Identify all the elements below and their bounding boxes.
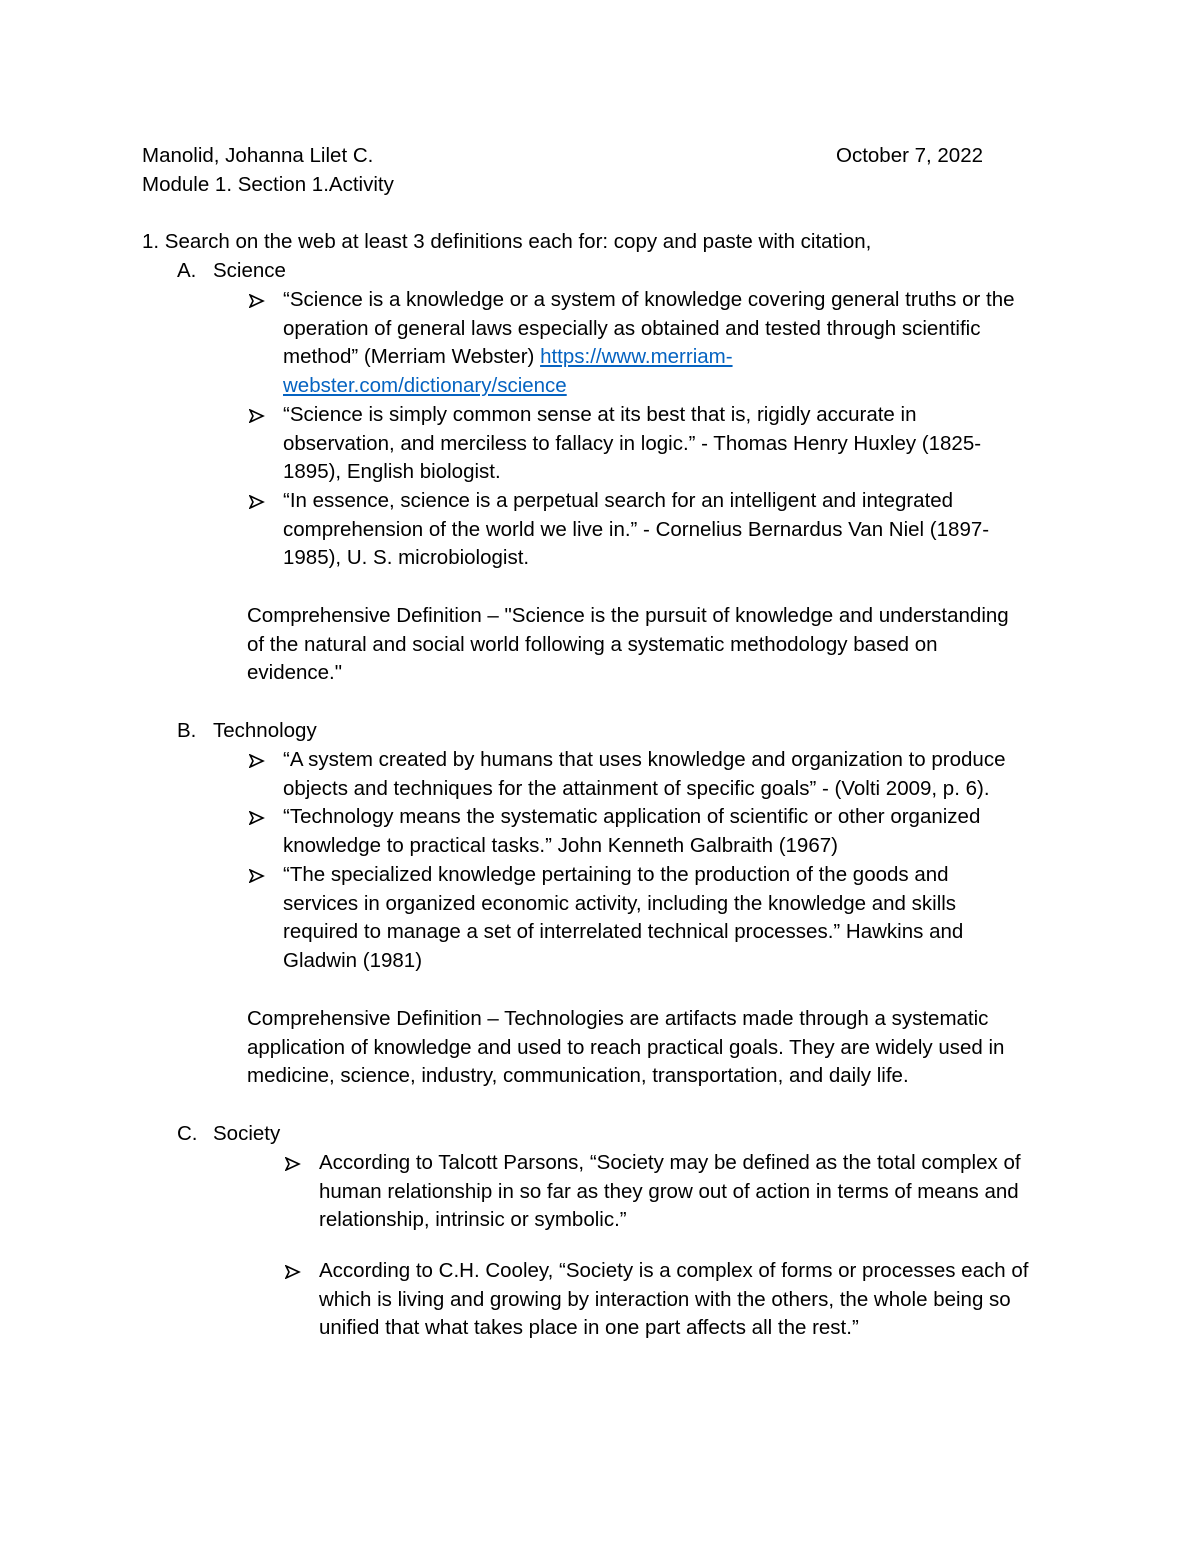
bullet-line: “Science is simply common sense at its best that is, rigidly accurate in <box>283 403 917 426</box>
bullet-line <box>283 343 1015 372</box>
bullet-line: comprehension of the world we live in.” - Cornelius Bernardus Van Niel (1897- <box>283 517 990 541</box>
section-title: Technology <box>213 719 317 742</box>
list-item <box>247 487 989 573</box>
bullet-line: “The specialized knowledge pertaining to the production of the goods and <box>283 863 949 886</box>
bullet-line: “A system created by humans that uses knowledge and organization to produce <box>283 748 1006 771</box>
bullet-line: Gladwin (1981) <box>283 949 423 973</box>
arrow-bullet-icon <box>283 1149 319 1178</box>
paragraph-line: Comprehensive Definition – "Science is the pursuit of knowledge and understanding <box>247 604 1009 627</box>
bullet-line: operation of general laws especially as obtained and tested through scientific <box>283 316 981 340</box>
bullet-line: unified that what takes place in one part affects all the rest.” <box>319 1316 859 1340</box>
arrow-bullet-icon <box>247 861 283 890</box>
bullet-line: which is living and growing by interaction with the others, the whole being so <box>319 1287 1011 1311</box>
bullet-line: observation, and merciless to fallacy in logic.” - Thomas Henry Huxley (1825- <box>283 431 982 455</box>
bullet-line: human relationship in so far as they grow out of action in terms of means and <box>319 1179 1019 1203</box>
comprehensive-definition-technology <box>247 1005 1004 1091</box>
list-item <box>247 286 1015 401</box>
list-item <box>247 861 963 976</box>
arrow-bullet-icon <box>283 1257 319 1286</box>
bullet-line: “Science is a knowledge or a system of knowledge covering general truths or the <box>283 288 1015 311</box>
section-letter: A. <box>177 259 197 282</box>
section-letter: C. <box>177 1122 198 1145</box>
arrow-bullet-icon <box>247 803 283 832</box>
paragraph-line: of the natural and social world following a systematic methodology based on <box>247 632 938 656</box>
bullet-line: 1985), U. S. microbiologist. <box>283 546 530 570</box>
list-item <box>247 746 1006 803</box>
list-item <box>247 401 981 487</box>
paragraph-line: application of knowledge and used to reach practical goals. They are widely used in <box>247 1035 1005 1059</box>
arrow-bullet-icon <box>247 487 283 516</box>
merriam-webster-link-continued[interactable]: webster.com/dictionary/science <box>283 374 567 398</box>
section-heading-society <box>177 1120 280 1149</box>
bullet-line: required to manage a set of interrelated technical processes.” Hawkins and <box>283 920 964 944</box>
document-date: October 7, 2022 <box>836 144 984 167</box>
bullet-line: knowledge to practical tasks.” John Kenneth Galbraith (1967) <box>283 833 838 857</box>
student-name: Manolid, Johanna Lilet C. <box>142 144 374 167</box>
list-item <box>247 803 980 860</box>
section-title: Society <box>213 1122 281 1145</box>
paragraph-line: evidence." <box>247 661 343 685</box>
bullet-line: services in organized economic activity, including the knowledge and skills <box>283 891 957 915</box>
list-item <box>283 1257 1028 1343</box>
citation-text: method” (Merriam Webster) <box>283 345 541 369</box>
merriam-webster-link[interactable]: https://www.merriam- <box>540 345 733 369</box>
bullet-line: “In essence, science is a perpetual search for an intelligent and integrated <box>283 489 954 512</box>
arrow-bullet-icon <box>247 286 283 315</box>
list-item <box>283 1149 1021 1235</box>
bullet-line: According to C.H. Cooley, “Society is a complex of forms or processes each of <box>319 1259 1029 1282</box>
bullet-line: “Technology means the systematic application of scientific or other organized <box>283 805 981 828</box>
arrow-bullet-icon <box>247 401 283 430</box>
section-heading-technology <box>177 717 317 746</box>
section-letter: B. <box>177 719 197 742</box>
section-title: Science <box>213 259 286 282</box>
bullet-line: 1895), English biologist. <box>283 460 501 484</box>
paragraph-line: Comprehensive Definition – Technologies are artifacts made through a systematic <box>247 1007 989 1030</box>
question-1: 1. Search on the web at least 3 definitions each for: copy and paste with citation, <box>142 230 872 253</box>
arrow-bullet-icon <box>247 746 283 775</box>
paragraph-line: medicine, science, industry, communication, transportation, and daily life. <box>247 1064 909 1088</box>
bullet-line: According to Talcott Parsons, “Society may be defined as the total complex of <box>319 1151 1021 1174</box>
section-heading-science <box>177 257 286 286</box>
bullet-line: relationship, intrinsic or symbolic.” <box>319 1208 627 1232</box>
comprehensive-definition-science <box>247 602 1009 688</box>
module-title: Module 1. Section 1.Activity <box>142 173 394 196</box>
bullet-line: objects and techniques for the attainment of specific goals” - (Volti 2009, p. 6). <box>283 776 990 800</box>
